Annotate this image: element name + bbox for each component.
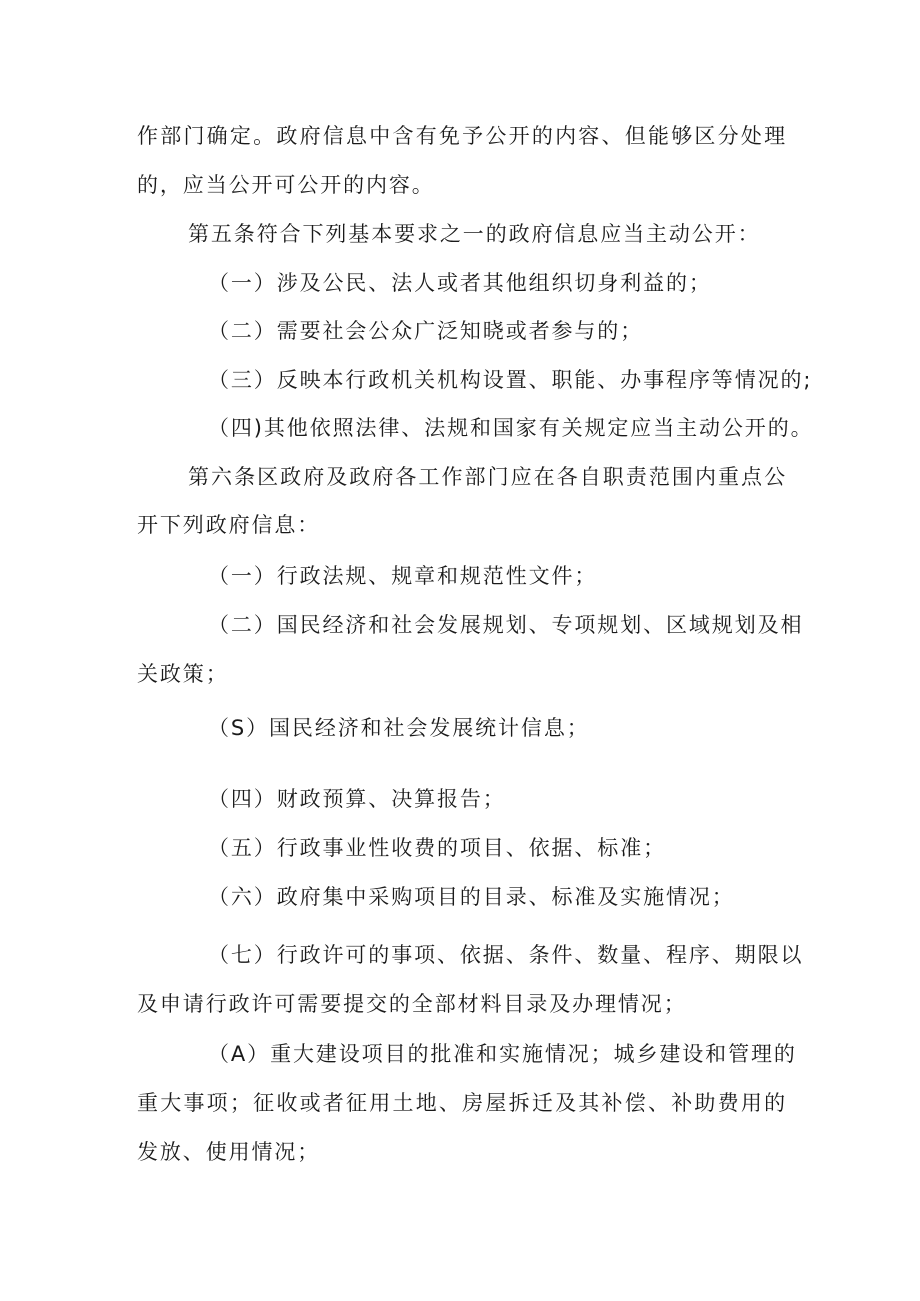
list-item: （A）重大建设项目的批准和实施情况；城乡建设和管理的 (208, 1042, 797, 1066)
article-5-heading: 第五条符合下列基本要求之一的政府信息应当主动公开： (188, 222, 761, 246)
list-item: （三）反映本行政机关机构设置、职能、办事程序等情况的; (208, 368, 813, 392)
list-item: （四）财政预算、决算报告； (208, 787, 506, 811)
list-item: （六）政府集中采购项目的目录、标准及实施情况； (208, 885, 735, 909)
list-item: （四)其他依照法律、法规和国家有关规定应当主动公开的。 (208, 416, 814, 440)
paragraph-line: 开下列政府信息： (137, 513, 321, 537)
article-6-heading: 第六条区政府及政府各工作部门应在各自职责范围内重点公 (188, 465, 787, 489)
paragraph-line: 及申请行政许可需要提交的全部材料目录及办理情况； (137, 992, 687, 1016)
paragraph-line: 重大事项；征收或者征用土地、房屋拆迁及其补偿、补助费用的 (137, 1091, 787, 1115)
list-item: （一）行政法规、规章和规范性文件； (208, 564, 598, 588)
paragraph-line: 发放、使用情况； (137, 1140, 321, 1164)
list-item: （五）行政事业性收费的项目、依据、标准； (208, 836, 666, 860)
paragraph-line: 关政策； (137, 662, 229, 686)
list-item: （二）需要社会公众广泛知晓或者参与的； (208, 319, 644, 343)
list-item: （一）涉及公民、法人或者其他组织切身利益的； (208, 271, 712, 295)
list-item: （七）行政许可的事项、依据、条件、数量、程序、期限以 (208, 943, 804, 967)
list-item: （S）国民经济和社会发展统计信息； (208, 716, 590, 740)
list-item: （二）国民经济和社会发展规划、专项规划、区域规划及相 (208, 613, 804, 637)
paragraph-line: 作部门确定。政府信息中含有免予公开的内容、但能够区分处理 (137, 124, 787, 148)
paragraph-line: 的，应当公开可公开的内容。 (137, 173, 435, 197)
